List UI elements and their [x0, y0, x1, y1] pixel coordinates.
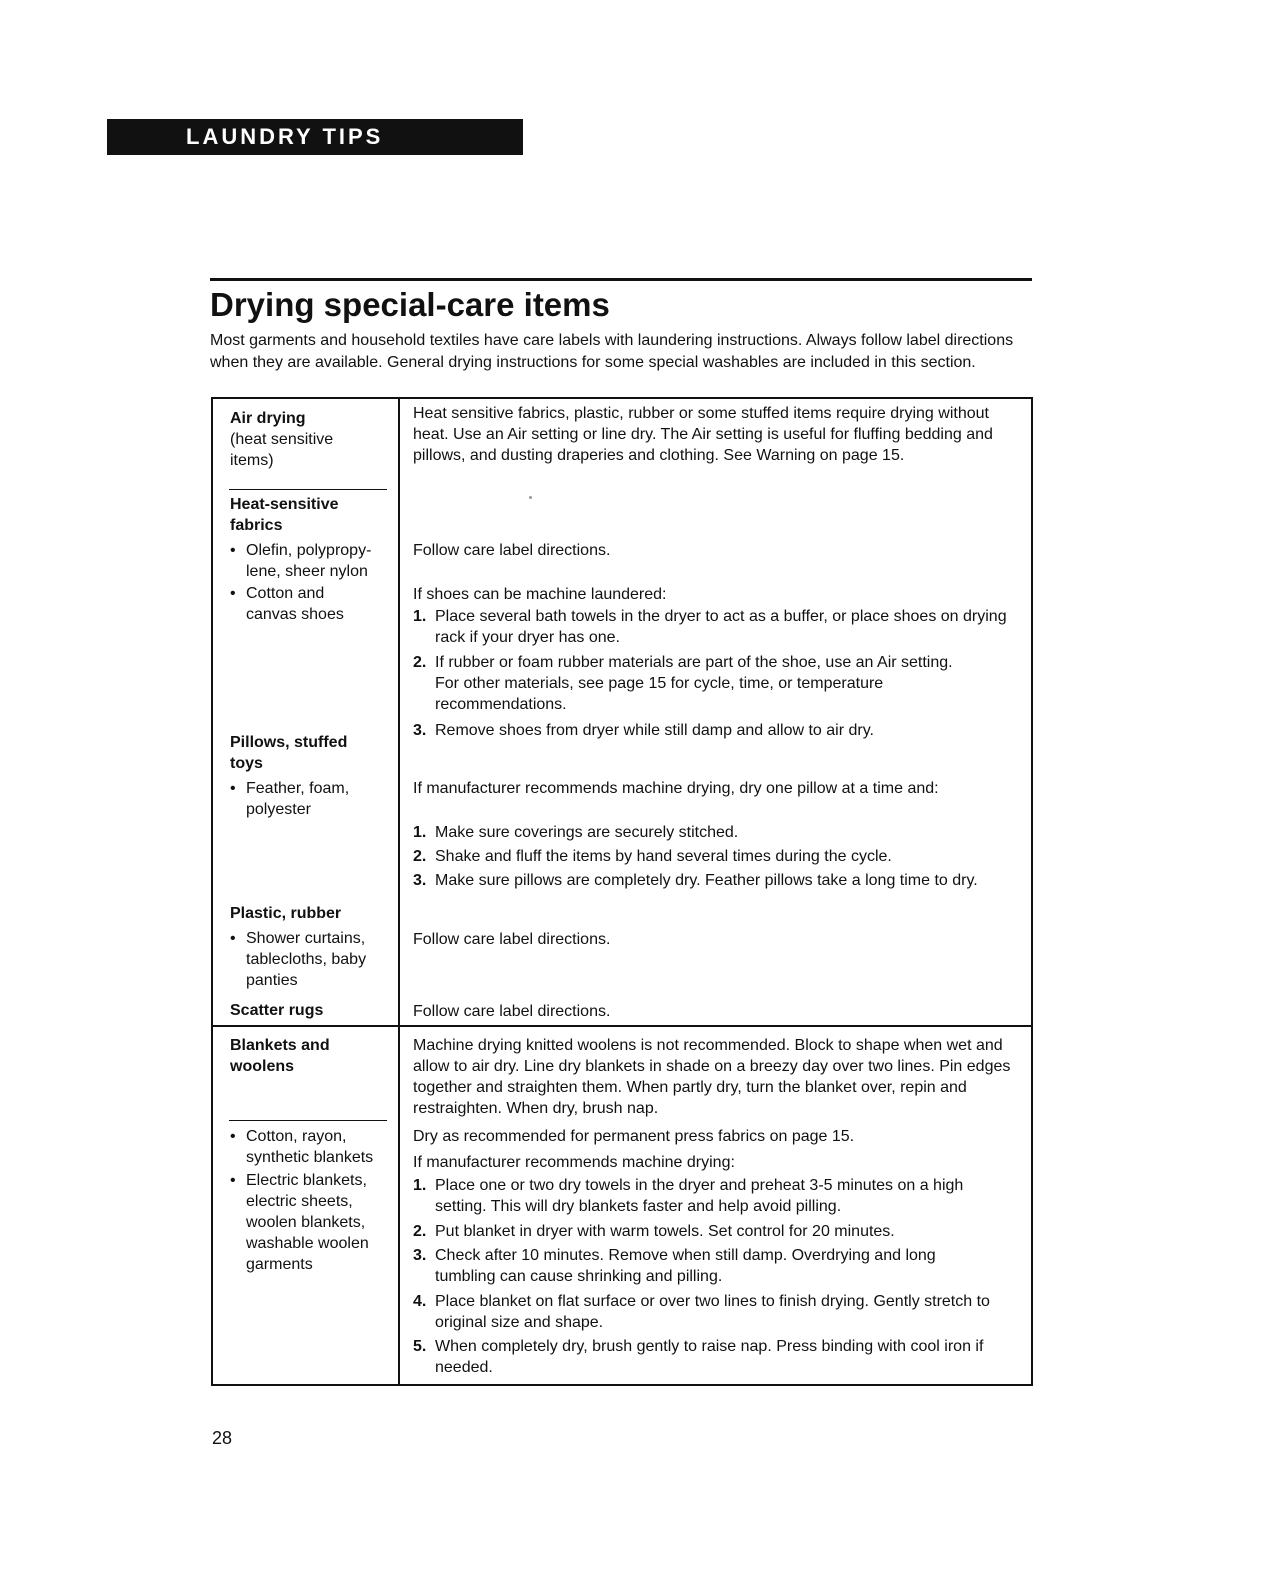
- bullet-icon: •: [230, 1128, 236, 1145]
- label-separator: [229, 489, 387, 490]
- page-title: Drying special-care items: [210, 286, 610, 323]
- list-item: 2. Shake and fluff the items by hand several times during the cycle.: [413, 848, 892, 865]
- list-item: 4. Place blanket on flat surface or over two lines to finish drying. Gently stretch to original size and shape.: [413, 1293, 990, 1331]
- list-item: • Cotton and canvas shoes: [230, 585, 344, 623]
- list-item: • Cotton, rayon, synthetic blankets: [230, 1128, 374, 1166]
- scatter-rugs-label: Scatter rugs: [230, 1002, 324, 1019]
- section-banner: LAUNDRY TIPS: [107, 119, 523, 155]
- table-column-divider: [398, 397, 400, 1386]
- table-row-divider: [211, 1025, 1033, 1027]
- list-item: 1. Place one or two dry towels in the dryer and preheat 3-5 minutes on a high setting. This will dry blankets faster and help avoid pilling.: [413, 1177, 964, 1215]
- heat-sensitive-label: Heat-sensitive fabrics: [230, 496, 339, 534]
- bullet-icon: •: [230, 542, 236, 559]
- bullet-icon: •: [230, 1172, 236, 1189]
- shoes-intro: If shoes can be machine laundered:: [413, 586, 667, 603]
- blankets-permanent-press: Dry as recommended for permanent press fabrics on page 15.: [413, 1128, 855, 1145]
- scatter-rugs-text: Follow care label directions.: [413, 1003, 611, 1020]
- heat-sensitive-text: Follow care label directions.: [413, 542, 611, 559]
- bullet-icon: •: [230, 930, 236, 947]
- list-item: 2. If rubber or foam rubber materials are part of the shoe, use an Air setting. For other materials, see page 15 for cycle, time, or temperature recommendations.: [413, 654, 953, 713]
- list-item: • Shower curtains, tablecloths, baby panties: [230, 930, 367, 989]
- list-item: • Feather, foam, polyester: [230, 780, 350, 818]
- list-item: 3. Remove shoes from dryer while still damp and allow to air dry.: [413, 722, 874, 739]
- list-item: 2. Put blanket in dryer with warm towels. Set control for 20 minutes.: [413, 1223, 895, 1240]
- pillows-intro: If manufacturer recommends machine drying, dry one pillow at a time and:: [413, 780, 939, 797]
- list-item: 1. Make sure coverings are securely stitched.: [413, 824, 739, 841]
- air-drying-text: Heat sensitive fabrics, plastic, rubber or some stuffed items require drying without heat. Use an Air setting or line dry. The Air setting is useful for fluffing bedding and pillows, and dusting draperies and clothing. See Warning on page 15.: [413, 405, 993, 464]
- blankets-text: Machine drying knitted woolens is not recommended. Block to shape when wet and allow to air dry. Line dry blankets in shade on a breezy day over two lines. Pin edges together and straighten them. When partly dry, turn the blanket over, repin and restraighten. When dry, brush nap.: [413, 1037, 1011, 1117]
- intro-paragraph: Most garments and household textiles have care labels with laundering instructions. Always follow label directions when they are available. General drying instructions for some special washables are included in this section.: [210, 332, 1014, 371]
- page-number: 28: [212, 1428, 233, 1448]
- air-drying-sublabel: (heat sensitive items): [230, 431, 334, 469]
- blankets-intro: If manufacturer recommends machine drying:: [413, 1154, 735, 1171]
- air-drying-label: Air drying: [230, 410, 306, 427]
- bullet-icon: •: [230, 780, 236, 797]
- list-item: • Olefin, polypropy-lene, sheer nylon: [230, 542, 372, 580]
- bullet-icon: •: [230, 585, 236, 602]
- list-item: 3. Make sure pillows are completely dry. Feather pillows take a long time to dry.: [413, 872, 978, 889]
- blankets-label: Blankets and woolens: [230, 1037, 330, 1075]
- scan-speck: [529, 496, 532, 499]
- title-rule: [210, 278, 1032, 281]
- list-item: 3. Check after 10 minutes. Remove when still damp. Overdrying and long tumbling can cause shrinking and pilling.: [413, 1247, 936, 1285]
- pillows-label: Pillows, stuffed toys: [230, 734, 348, 772]
- plastic-text: Follow care label directions.: [413, 931, 611, 948]
- list-item: • Electric blankets, electric sheets, woolen blankets, washable woolen garments: [230, 1172, 369, 1273]
- plastic-label: Plastic, rubber: [230, 905, 342, 922]
- list-item: 5. When completely dry, brush gently to raise nap. Press binding with cool iron if needed.: [413, 1338, 984, 1376]
- list-item: 1. Place several bath towels in the dryer to act as a buffer, or place shoes on drying rack if your dryer has one.: [413, 608, 1007, 646]
- label-separator: [229, 1120, 387, 1121]
